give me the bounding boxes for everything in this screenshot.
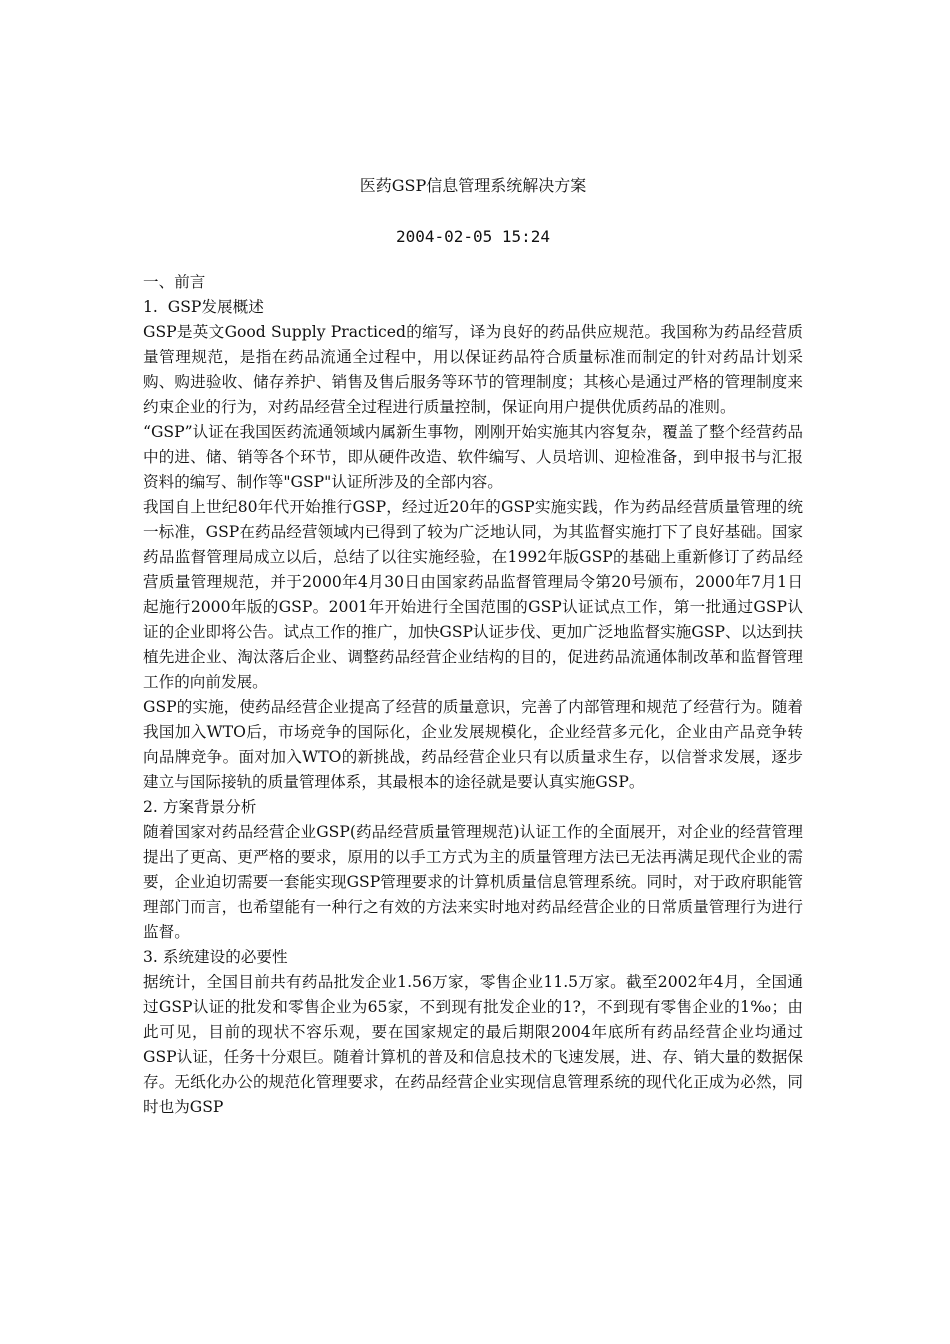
publish-date: 2004-02-05 15:24 [395, 227, 551, 246]
paragraph: 据统计，全国目前共有药品批发企业1.56万家，零售企业11.5万家。截至2002年4月，全国通过GSP认证的批发和零售企业为65家，不到现有批发企业的1?，不到现有零售企业的1‰；由此可见，目前的现状不容乐观，要在国家规定的最后期限2004年底所有药品经营企业均通过GSP认证，任务十分艰巨。随着计算机的普及和信息技术的飞速发展，进、存、销大量的数据保存。无纸化办公的规范化管理要求，在药品经营企业实现信息管理系统的现代化正成为必然，同时也为GSP [143, 973, 803, 1116]
section-heading-3: 3. 系统建设的必要性 [143, 948, 288, 966]
paragraph: 随着国家对药品经营企业GSP(药品经营质量管理规范)认证工作的全面展开，对企业的经营管理提出了更高、更严格的要求，原用的以手工方式为主的质量管理方法已无法再满足现代企业的需要，企业迫切需要一套能实现GSP管理要求的计算机质量信息管理系统。同时，对于政府职能管理部门而言，也希望能有一种行之有效的方法来实时地对药品经营企业的日常质量管理行为进行监督。 [143, 823, 803, 941]
section-heading-preface: 一、前言 [143, 273, 206, 291]
paragraph: GSP是英文Good Supply Practiced的缩写，译为良好的药品供应规范。我国称为药品经营质量管理规范，是指在药品流通全过程中，用以保证药品符合质量标准而制定的针对药品计划采购、购进验收、储存养护、销售及售后服务等环节的管理制度；其核心是通过严格的管理制度来约束企业的行为，对药品经营全过程进行质量控制，保证向用户提供优质药品的准则。 [143, 323, 803, 416]
paragraph: 我国自上世纪80年代开始推行GSP，经过近20年的GSP实施实践，作为药品经营质量管理的统一标准，GSP在药品经营领域内已得到了较为广泛地认同，为其监督实施打下了良好基础。国家药品监督管理局成立以后，总结了以往实施经验，在1992年版GSP的基础上重新修订了药品经营质量管理规范，并于2000年4月30日由国家药品监督管理局令第20号颁布，2000年7月1日起施行2000年版的GSP。2001年开始进行全国范围的GSP认证试点工作，第一批通过GSP认证的企业即将公告。试点工作的推广，加快GSP认证步伐、更加广泛地监督实施GSP、以达到扶植先进企业、淘汰落后企业、调整药品经营企业结构的目的，促进药品流通体制改革和监督管理工作的向前发展。 [143, 498, 803, 691]
document-body [143, 270, 803, 1120]
page-title: 医药GSP信息管理系统解决方案 [359, 176, 587, 195]
paragraph: “GSP”认证在我国医药流通领域内属新生事物，刚刚开始实施其内容复杂，覆盖了整个经营药品中的进、储、销等各个环节，即从硬件改造、软件编写、人员培训、迎检准备，到申报书与汇报资料的编写、制作等"GSP"认证所涉及的全部内容。 [143, 423, 803, 491]
paragraph: GSP的实施，使药品经营企业提高了经营的质量意识，完善了内部管理和规范了经营行为。随着我国加入WTO后，市场竞争的国际化，企业发展规模化，企业经营多元化，企业由产品竞争转向品牌竞争。面对加入WTO的新挑战，药品经营企业只有以质量求生存，以信誉求发展，逐步建立与国际接轨的质量管理体系，其最根本的途径就是要认真实施GSP。 [143, 698, 803, 791]
section-heading-2: 2. 方案背景分析 [143, 798, 257, 816]
document-page [143, 173, 803, 1120]
section-heading-1: 1. GSP发展概述 [143, 298, 264, 316]
